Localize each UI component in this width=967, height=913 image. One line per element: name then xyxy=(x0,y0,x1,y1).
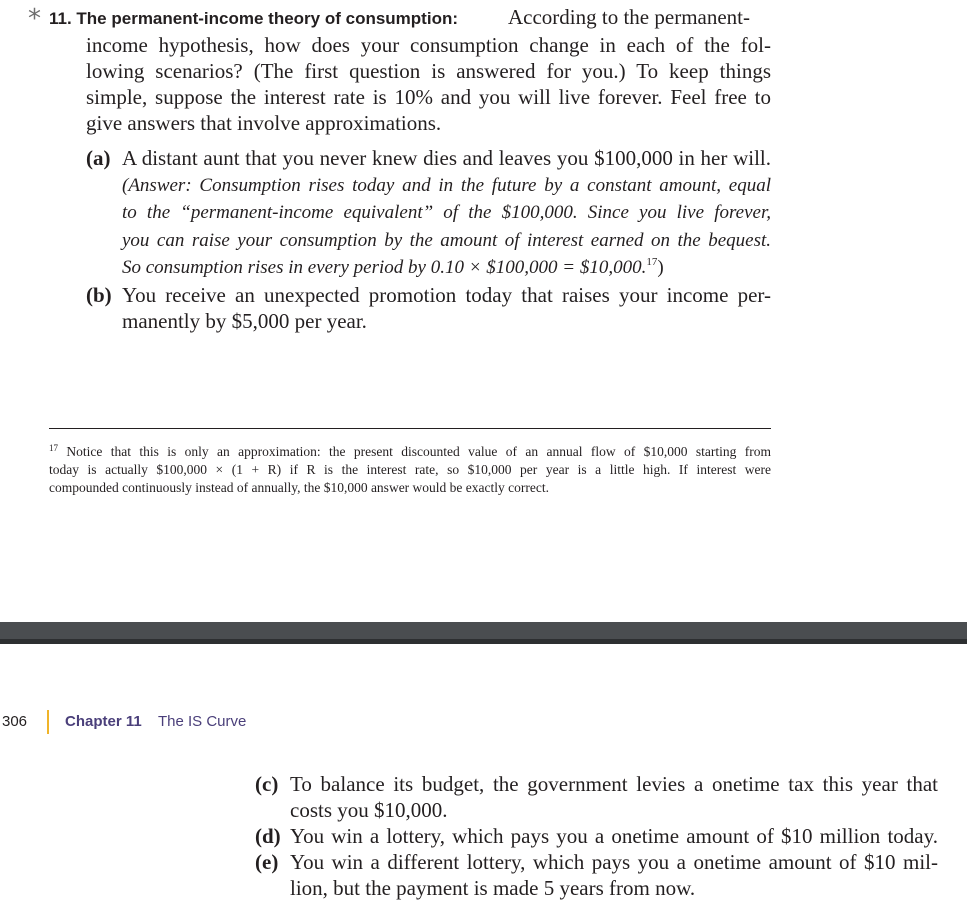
exercise-intro-line: income hypothesis, how does your consumption change in each of the fol- xyxy=(86,33,771,57)
part-label-e: (e) xyxy=(255,850,279,874)
exercise-intro-line: According to the permanent- xyxy=(508,5,750,29)
answer-line: to the “permanent-income equivalent” of the $100,000. Since you live forever, xyxy=(122,202,771,223)
answer-line: you can raise your consumption by the amount of interest earned on the bequest. xyxy=(122,230,771,251)
part-label-a: (a) xyxy=(86,146,111,170)
footnote-line: compounded continuously instead of annually, the $10,000 answer would be exactly correct. xyxy=(49,480,549,495)
chapter-title: The IS Curve xyxy=(158,713,247,730)
footnote-line xyxy=(49,443,771,461)
part-label-c: (c) xyxy=(255,772,279,796)
part-b-line: You receive an unexpected promotion today that raises your income per- xyxy=(122,283,771,307)
chapter-label: Chapter 11 xyxy=(65,713,142,730)
exercise-star-icon: * xyxy=(28,4,41,34)
part-label-d: (d) xyxy=(255,824,281,848)
footnote-text: Notice that this is only an approximation: the present discounted value of an annual flow of $10,000 starting from xyxy=(66,444,771,459)
exercise-heading: 11. The permanent-income theory of consumption: xyxy=(49,9,458,28)
footnote-ref-17[interactable]: 17 xyxy=(646,256,658,268)
page-break-shadow xyxy=(0,639,967,644)
part-label-b: (b) xyxy=(86,283,112,307)
exercise-intro-line: lowing scenarios? (The first question is answered for you.) To keep things xyxy=(86,59,771,83)
footer-divider xyxy=(47,710,49,734)
part-b-line: manently by $5,000 per year. xyxy=(122,309,367,333)
answer-line: (Answer: Consumption rises today and in the future by a constant amount, equal xyxy=(122,175,771,196)
part-e-line: You win a different lottery, which pays you a onetime amount of $10 mil- xyxy=(290,850,938,874)
exercise-intro-line: give answers that involve approximations. xyxy=(86,111,442,135)
footnote-number: 17 xyxy=(49,443,58,453)
page-number: 306 xyxy=(2,713,28,730)
part-e-line: lion, but the payment is made 5 years from now. xyxy=(290,876,696,900)
exercise-intro-line: simple, suppose the interest rate is 10% and you will live forever. Feel free to xyxy=(86,85,771,109)
part-c-line: To balance its budget, the government levies a onetime tax this year that xyxy=(290,772,938,796)
part-a-text: A distant aunt that you never knew dies and leaves you $100,000 in her will. xyxy=(122,146,771,170)
answer-line-last xyxy=(122,254,664,281)
answer-text: So consumption rises in every period by 0.10 × $100,000 = $10,000. xyxy=(122,257,647,278)
footnote-rule xyxy=(49,428,771,429)
footnote-line: today is actually $100,000 × (1 + R) if R is the interest rate, so $10,000 per year is a little high. If interest were xyxy=(49,462,771,477)
answer-close-paren: ) xyxy=(657,257,664,278)
part-c-line: costs you $10,000. xyxy=(290,798,448,822)
part-d-line: You win a lottery, which pays you a onetime amount of $10 million today. xyxy=(290,824,938,848)
